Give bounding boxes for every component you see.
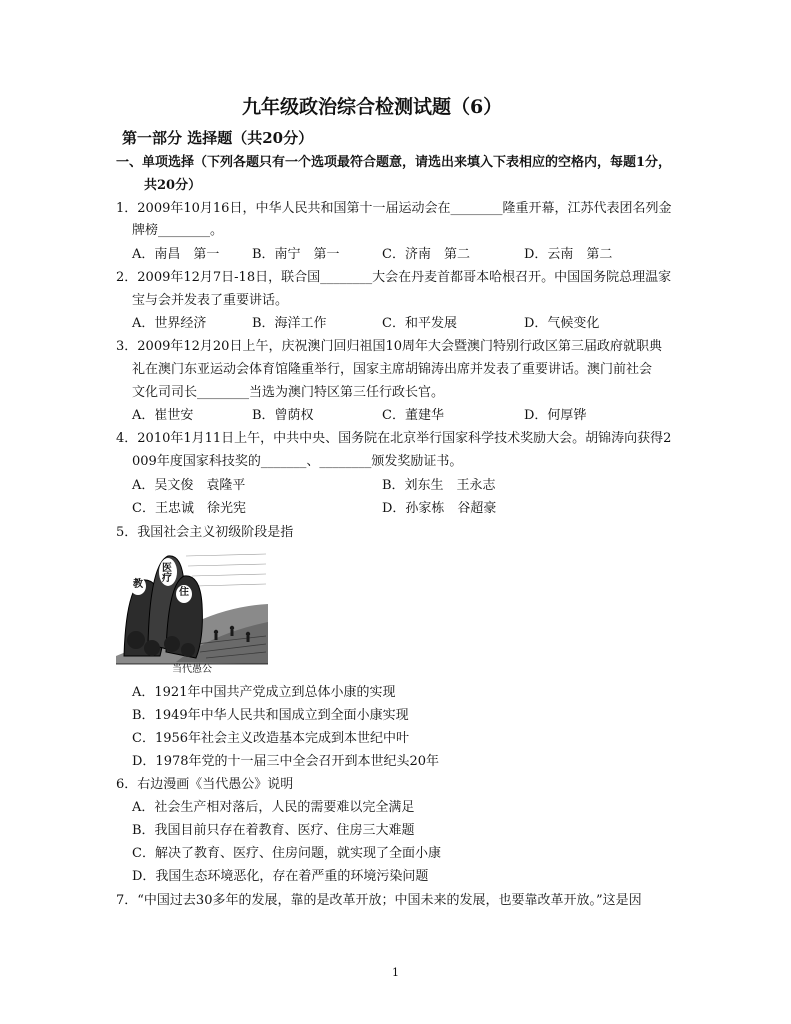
cartoon-illustration bbox=[116, 544, 268, 676]
mountain-label-education: 教 bbox=[133, 579, 143, 590]
section-heading: 第一部分 选择题（共20分） bbox=[122, 129, 314, 147]
question-1-option-c: C．济南 第二 bbox=[382, 247, 470, 262]
page-title: 九年级政治综合检测试题（6） bbox=[242, 96, 503, 118]
question-3-line-3: 文化司司长________当选为澳门特区第三任行政长官。 bbox=[132, 385, 445, 400]
question-3-option-b: B．曾荫权 bbox=[252, 408, 314, 423]
question-4-line-2: 009年度国家科技奖的_______、________颁发奖励证书。 bbox=[132, 454, 463, 469]
question-3-option-a: A．崔世安 bbox=[132, 408, 194, 423]
question-4-line-1: 4．2010年1月11日上午，中共中央、国务院在北京举行国家科学技术奖励大会。胡锦涛向获得2 bbox=[116, 431, 672, 446]
question-5-line-1: 5．我国社会主义初级阶段是指 bbox=[116, 525, 294, 540]
instructions-line-1: 一、单项选择（下列各题只有一个选项最符合题意，请选出来填入下表相应的空格内，每题1分， bbox=[116, 155, 672, 170]
mountain-label-housing: 住 bbox=[179, 587, 189, 598]
question-2-option-a: A．世界经济 bbox=[132, 316, 207, 331]
question-3-option-d: D．何厚铧 bbox=[524, 408, 587, 423]
question-2-option-b: B．海洋工作 bbox=[252, 316, 327, 331]
question-1-option-b: B．南宁 第一 bbox=[252, 247, 340, 262]
question-2-line-1: 2．2009年12月7日-18日，联合国________大会在丹麦首都哥本哈根召开。中国国务院总理温家 bbox=[116, 270, 672, 285]
question-6-option-b: B．我国目前只存在着教育、医疗、住房三大难题 bbox=[132, 823, 415, 838]
page-number: 1 bbox=[392, 966, 399, 979]
question-4-option-b: B．刘东生 王永志 bbox=[382, 478, 496, 493]
question-6-line-1: 6．右边漫画《当代愚公》说明 bbox=[116, 777, 294, 792]
question-5-option-a: A．1921年中国共产党成立到总体小康的实现 bbox=[132, 685, 396, 700]
cartoon-caption: 当代愚公 bbox=[172, 664, 212, 675]
question-3-line-1: 3．2009年12月20日上午，庆祝澳门回归祖国10周年大会暨澳门特别行政区第三届政府就职典 bbox=[116, 339, 662, 354]
question-1-option-a: A．南昌 第一 bbox=[132, 247, 220, 262]
question-2-line-2: 宝与会并发表了重要讲话。 bbox=[132, 293, 289, 308]
question-6-option-c: C．解决了教育、医疗、住房问题，就实现了全面小康 bbox=[132, 846, 441, 861]
question-6-option-d: D．我国生态环境恶化，存在着严重的环境污染问题 bbox=[132, 869, 429, 884]
question-4-option-d: D．孙家栋 谷超豪 bbox=[382, 501, 497, 516]
question-1-line-1: 1．2009年10月16日，中华人民共和国第十一届运动会在________隆重开幕，江苏代表团名列金 bbox=[116, 201, 672, 216]
instructions-line-2: 共20分） bbox=[144, 178, 202, 193]
question-6-option-a: A．社会生产相对落后，人民的需要难以完全满足 bbox=[132, 800, 415, 815]
question-3-option-c: C．董建华 bbox=[382, 408, 444, 423]
question-5-option-b: B．1949年中华人民共和国成立到全面小康实现 bbox=[132, 708, 409, 723]
question-3-line-2: 礼在澳门东亚运动会体育馆隆重举行，国家主席胡锦涛出席并发表了重要讲话。澳门前社会 bbox=[132, 362, 653, 377]
question-2-option-d: D．气候变化 bbox=[524, 316, 600, 331]
question-7-line-1: 7．“中国过去30多年的发展，靠的是改革开放；中国未来的发展，也要靠改革开放。”这是因 bbox=[116, 893, 642, 908]
question-4-option-a: A．吴文俊 袁隆平 bbox=[132, 478, 246, 493]
mountain-label-medical: 医疗 bbox=[162, 563, 172, 584]
question-4-option-c: C．王忠诚 徐光宪 bbox=[132, 501, 246, 516]
question-2-option-c: C．和平发展 bbox=[382, 316, 457, 331]
question-1-option-d: D．云南 第二 bbox=[524, 247, 613, 262]
question-1-line-2: 牌榜________。 bbox=[132, 223, 224, 238]
question-5-option-c: C．1956年社会主义改造基本完成到本世纪中叶 bbox=[132, 731, 410, 746]
question-5-option-d: D．1978年党的十一届三中全会召开到本世纪头20年 bbox=[132, 754, 440, 769]
